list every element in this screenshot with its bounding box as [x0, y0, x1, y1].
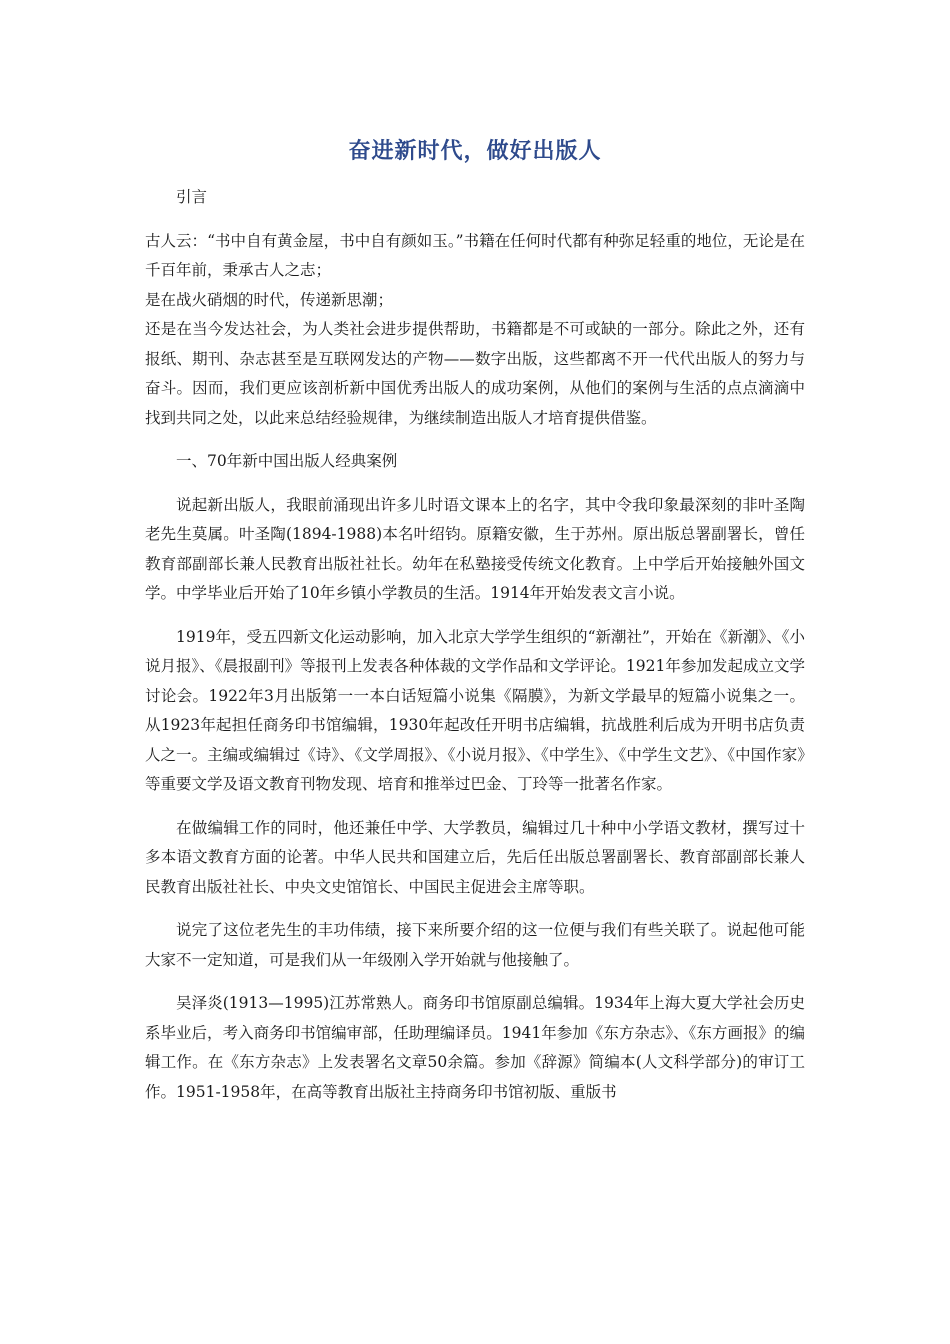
- intro-paragraph-line-2: 是在战火硝烟的时代，传递新思潮；: [145, 290, 394, 309]
- section-1-heading: 一、70年新中国出版人经典案例: [176, 452, 398, 470]
- body-paragraph-3: 在做编辑工作的同时，他还兼任中学、大学教员，编辑过几十种中小学语文教材，撰写过十多本语文教育方面的论著。中华人民共和国建立后，先后任出版总署副署长、教育部副部长兼人民教育出版社社长、中央文史馆馆长、中国民主促进会主席等职。: [145, 818, 805, 896]
- body-paragraph-4: 说完了这位老先生的丰功伟绩，接下来所要介绍的这一位便与我们有些关联了。说起他可能大家不一定知道，可是我们从一年级刚入学开始就与他接触了。: [145, 921, 805, 969]
- body-paragraph-2: 1919年，受五四新文化运动影响，加入北京大学学生组织的“新潮社”，开始在《新潮》、《小说月报》、《晨报副刊》等报刊上发表各种体裁的文学作品和文学评论。1921年参加发起成立文学讨论会。1922年3月出版第一一本白话短篇小说集《隔膜》，为新文学最早的短篇小说集之一。从1923年起担任商务印书馆编辑，1930年起改任开明书店编辑，抗战胜利后成为开明书店负责人之一。主编或编辑过《诗》、《文学周报》、《小说月报》、《中学生》、《中学生文艺》、《中国作家》等重要文学及语文教育刊物发现、培育和推举过巴金、丁玲等一批著名作家。: [145, 627, 805, 793]
- intro-heading: 引言: [176, 188, 208, 206]
- body-paragraph-5: 吴泽炎(1913—1995)江苏常熟人。商务印书馆原副总编辑。1934年上海大夏大学社会历史系毕业后，考入商务印书馆编审部，任助理编译员。1941年参加《东方杂志》、《东方画报》的编辑工作。在《东方杂志》上发表署名文章50余篇。参加《辞源》简编本(人文科学部分)的审订工作。1951-1958年，在高等教育出版社主持商务印书馆初版、重版书: [145, 994, 805, 1101]
- intro-paragraph-line-3: 还是在当今发达社会，为人类社会进步提供帮助，书籍都是不可或缺的一部分。除此之外，还有报纸、期刊、杂志甚至是互联网发达的产物——数字出版，这些都离不开一代代出版人的努力与奋斗。因而，我们更应该剖析新中国优秀出版人的成功案例，从他们的案例与生活的点点滴滴中找到共同之处，以此来总结经验规律，为继续制造出版人才培育提供借鉴。: [145, 320, 805, 427]
- document-body: [145, 183, 805, 1121]
- document-title: 奋进新时代，做好出版人: [348, 139, 602, 164]
- body-paragraph-1: 说起新出版人，我眼前涌现出许多儿时语文课本上的名字，其中令我印象最深刻的非叶圣陶老先生莫属。叶圣陶(1894-1988)本名叶绍钧。原籍安徽，生于苏州。原出版总署副署长，曾任教育部副部长兼人民教育出版社社长。幼年在私塾接受传统文化教育。上中学后开始接触外国文学。中学毕业后开始了10年乡镇小学教员的生活。1914年开始发表文言小说。: [145, 495, 805, 602]
- intro-paragraph-line-1: 古人云：“书中自有黄金屋，书中自有颜如玉。”书籍在任何时代都有种弥足轻重的地位，无论是在千百年前，秉承古人之志；: [145, 231, 805, 279]
